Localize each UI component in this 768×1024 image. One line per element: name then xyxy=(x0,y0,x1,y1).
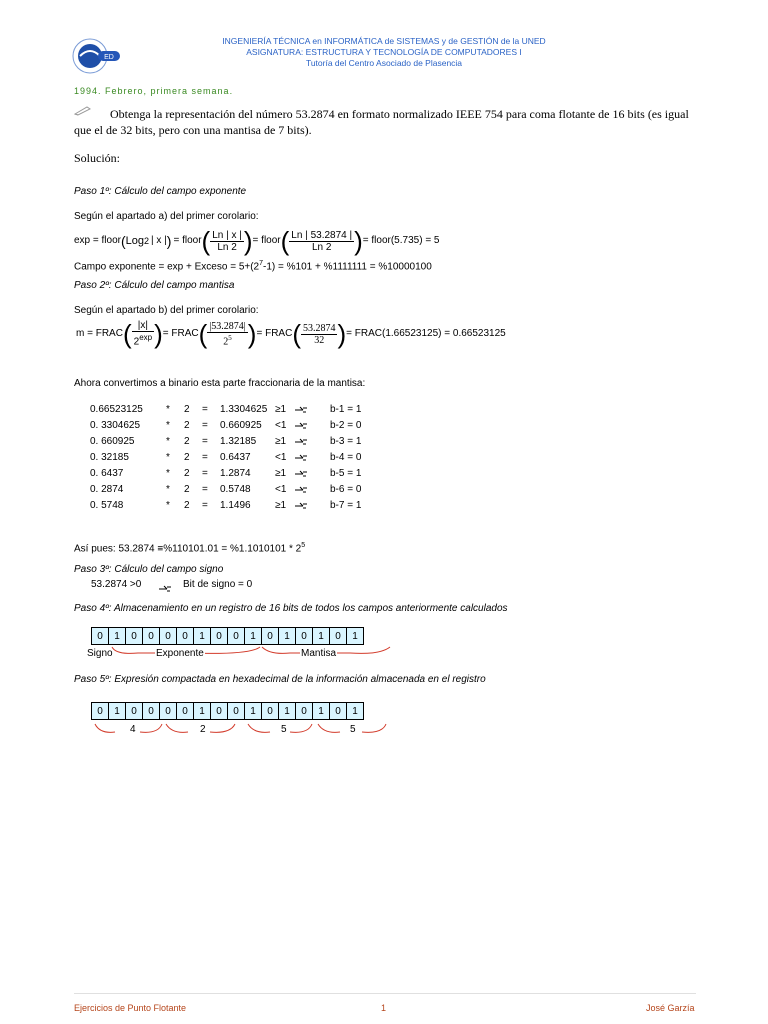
register-bit: 1 xyxy=(313,628,330,645)
register-bit: 0 xyxy=(126,703,143,720)
register-bit: 0 xyxy=(143,628,160,645)
conversion-row xyxy=(90,484,390,500)
pointing-hand-icon xyxy=(294,470,308,481)
conversion-cell-eq: = xyxy=(202,452,208,463)
conversion-cell-m: 2 xyxy=(184,420,190,431)
conversion-cell-cmp: <1 xyxy=(275,452,287,463)
eq-den2: Ln 2 xyxy=(311,241,332,253)
register-16bit-hex xyxy=(91,702,364,720)
pointing-hand-icon xyxy=(294,454,308,465)
pointing-hand-icon xyxy=(294,502,308,513)
conversion-bit: b-5 = 1 xyxy=(330,468,362,479)
conversion-cell-cmp: <1 xyxy=(275,420,287,431)
conversion-cell-op: * xyxy=(166,484,170,495)
svg-text:ED: ED xyxy=(104,54,114,61)
conversion-bit: b-6 = 0 xyxy=(330,484,362,495)
conversion-cell-a: 0. 660925 xyxy=(90,436,135,447)
conversion-cell-m: 2 xyxy=(184,404,190,415)
register-bit: 1 xyxy=(245,628,262,645)
field-braces xyxy=(90,645,395,659)
conversion-cell-a: 0. 3304625 xyxy=(90,420,141,431)
conversion-cell-m: 2 xyxy=(184,436,190,447)
conversion-cell-op: * xyxy=(166,500,170,511)
hex-digit-4: 5 xyxy=(350,724,356,735)
asi-pues xyxy=(74,540,305,555)
header-line-2: ASIGNATURA: ESTRUCTURA Y TECNOLOGÍA DE COMPUTADORES I xyxy=(246,47,522,57)
eq-tail: = floor(5.735) = 5 xyxy=(362,235,440,246)
register-bit: 0 xyxy=(211,628,228,645)
conversion-cell-cmp: ≥1 xyxy=(275,500,287,511)
m-label: m = FRAC xyxy=(76,328,123,339)
conversion-cell-m: 2 xyxy=(184,484,190,495)
conversion-cell-m: 2 xyxy=(184,500,190,511)
register-bit: 1 xyxy=(279,703,296,720)
conversion-row xyxy=(90,452,390,468)
m-num2: |53.2874| xyxy=(209,320,246,332)
eq-eq1: = floor xyxy=(173,235,202,246)
conversion-bit: b-2 = 0 xyxy=(330,420,362,431)
conversion-cell-op: * xyxy=(166,420,170,431)
register-bit: 0 xyxy=(177,628,194,645)
conversion-row xyxy=(90,404,390,420)
paso3-rhs: Bit de signo = 0 xyxy=(183,579,253,590)
m-den1-sup: exp xyxy=(139,333,153,343)
conversion-cell-cmp: ≥1 xyxy=(275,468,287,479)
m-num1: |x| xyxy=(132,320,154,332)
paso5-title: Paso 5º: Expresión compactada en hexadecimal de la información almacenada en el registro xyxy=(74,674,486,685)
m-den1-base: 2 xyxy=(133,336,140,348)
campo-exponente xyxy=(74,258,432,273)
conversion-cell-op: * xyxy=(166,468,170,479)
exp-equation: exp = floor ( Log 2 | x | ) = floor ( $\frac{Ln | x |}{Ln 2}$ ) = floor ( $\frac{Ln | 53.2874 |}{Ln 2}$ ) = floor(5.735) = 5 xyxy=(74,226,440,256)
conversion-row xyxy=(90,436,390,452)
pointing-hand-icon xyxy=(294,406,308,417)
register-bit: 1 xyxy=(194,628,211,645)
paso3-lhs: 53.2874 >0 xyxy=(91,579,142,590)
register-bit: 0 xyxy=(228,703,245,720)
conversion-cell-r: 1.32185 xyxy=(220,436,257,447)
conversion-bit: b-4 = 0 xyxy=(330,452,362,463)
paso1-title: Paso 1º: Cálculo del campo exponente xyxy=(74,186,247,197)
register-bit: 0 xyxy=(296,703,313,720)
label-signo: Signo xyxy=(87,648,113,659)
m-eq3: = FRAC xyxy=(256,328,293,339)
m-tail: = FRAC(1.66523125) = 0.66523125 xyxy=(346,328,506,339)
conversion-cell-r: 1.3304625 xyxy=(220,404,268,415)
conversion-bit: b-7 = 1 xyxy=(330,500,362,511)
paso2-intro: Según el apartado b) del primer corolario: xyxy=(74,305,259,316)
conversion-cell-r: 0.660925 xyxy=(220,420,262,431)
label-exponente: Exponente xyxy=(156,648,204,659)
conversion-row xyxy=(90,468,390,484)
paso4-title: Paso 4º: Almacenamiento en un registro de 16 bits de todos los campos anteriormente calculados xyxy=(74,603,508,614)
register-bit: 1 xyxy=(313,703,330,720)
hex-digit-2: 2 xyxy=(200,724,206,735)
conversion-cell-r: 1.1496 xyxy=(220,500,251,511)
m-den2-base: 2 xyxy=(223,336,229,348)
solution-heading: Solución: xyxy=(74,151,121,165)
paso3-title: Paso 3º: Cálculo del campo signo xyxy=(74,564,224,575)
hex-digit-1: 4 xyxy=(130,724,136,735)
eq-log: Log xyxy=(125,235,145,247)
campo-exponente-a: Campo exponente = exp + Exceso = 5+(2 xyxy=(74,261,260,273)
exam-date: 1994. Febrero, primera semana. xyxy=(74,86,234,96)
eq-den1: Ln 2 xyxy=(217,241,237,253)
conversion-cell-a: 0.66523125 xyxy=(90,404,143,415)
pointing-hand-icon xyxy=(158,580,172,598)
paso2-title: Paso 2º: Cálculo del campo mantisa xyxy=(74,280,235,291)
conversion-cell-a: 0. 32185 xyxy=(90,452,129,463)
register-bit: 0 xyxy=(92,628,109,645)
conversion-cell-eq: = xyxy=(202,436,208,447)
register-bit: 1 xyxy=(245,703,262,720)
conversion-cell-cmp: ≥1 xyxy=(275,404,287,415)
eq-log-arg: | x | xyxy=(151,235,167,246)
conversion-cell-op: * xyxy=(166,404,170,415)
eq-exp-label: exp = floor xyxy=(74,235,121,246)
problem-statement: Obtenga la representación del número 53.2874 en formato normalizado IEEE 754 para coma flotante de 16 bits (es igual que el de 32 bits, pero con una mantisa de 7 bits). xyxy=(74,107,689,137)
conversion-row xyxy=(90,500,390,516)
eq-log-base: 2 xyxy=(144,236,150,246)
register-bit: 0 xyxy=(160,628,177,645)
register-bit: 0 xyxy=(330,703,347,720)
conversion-cell-a: 0. 2874 xyxy=(90,484,124,495)
header-line-3: Tutoría del Centro Asociado de Plasencia xyxy=(305,58,463,68)
register-bit: 1 xyxy=(194,703,211,720)
conversion-cell-eq: = xyxy=(202,500,208,511)
conversion-cell-op: * xyxy=(166,452,170,463)
pointing-hand-icon xyxy=(294,438,308,449)
eq-eq2: = floor xyxy=(252,235,281,246)
pointing-hand-icon xyxy=(294,486,308,497)
mantisa-equation: m = FRAC ( $\frac{|x|}{2^{exp}}$ ) = FRAC ( $\frac{|53.2874|}{2^5}$ ) = FRAC ( $\frac{53.2874}{32}$ ) = FRAC(1.66523125) = 0.66523125 xyxy=(76,319,506,349)
register-bit: 1 xyxy=(347,703,364,720)
register-bit: 0 xyxy=(160,703,177,720)
register-bit: 0 xyxy=(296,628,313,645)
register-bit: 0 xyxy=(143,703,160,720)
conversion-cell-cmp: <1 xyxy=(275,484,287,495)
register-bit: 0 xyxy=(262,703,279,720)
conversion-row xyxy=(90,420,390,436)
register-bit: 0 xyxy=(330,628,347,645)
conversion-cell-op: * xyxy=(166,436,170,447)
eq-num2: Ln | 53.2874 | xyxy=(291,229,353,241)
register-bit: 0 xyxy=(177,703,194,720)
register-bit: 0 xyxy=(262,628,279,645)
conversion-cell-eq: = xyxy=(202,404,208,415)
m-den2-sup: 5 xyxy=(228,333,232,342)
eq-num1: Ln | x | xyxy=(212,229,242,241)
conversion-cell-a: 0. 5748 xyxy=(90,500,124,511)
campo-exponente-b: -1) = %101 + %1111111 = %10000100 xyxy=(263,261,432,273)
conversion-cell-m: 2 xyxy=(184,452,190,463)
m-eq2: = FRAC xyxy=(162,328,199,339)
conversion-cell-a: 0. 6437 xyxy=(90,468,124,479)
hex-digit-3: 5 xyxy=(281,724,287,735)
register-bit: 1 xyxy=(109,628,126,645)
register-bit: 1 xyxy=(347,628,364,645)
m-num3: 53.2874 xyxy=(302,322,336,334)
conversion-bit: b-1 = 1 xyxy=(330,404,362,415)
register-bit: 0 xyxy=(92,703,109,720)
register-bit: 1 xyxy=(109,703,126,720)
register-bit: 1 xyxy=(279,628,296,645)
conversion-cell-r: 0.6437 xyxy=(220,452,251,463)
conversion-cell-r: 0.5748 xyxy=(220,484,251,495)
pointing-hand-icon xyxy=(294,422,308,433)
register-bit: 0 xyxy=(126,628,143,645)
binario-intro: Ahora convertimos a binario esta parte fraccionaria de la mantisa: xyxy=(74,378,366,389)
conversion-cell-m: 2 xyxy=(184,468,190,479)
conversion-cell-eq: = xyxy=(202,420,208,431)
register-bit: 0 xyxy=(211,703,228,720)
asi-pues-text: Así pues: 53.2874 ≡%110101.01 = %1.1010101 * 2 xyxy=(74,543,302,555)
conversion-cell-eq: = xyxy=(202,484,208,495)
campo-exponente-sup: 7 xyxy=(259,260,264,267)
header-line-1: INGENIERÍA TÉCNICA en INFORMÁTICA de SISTEMAS y de GESTIÓN de la UNED xyxy=(222,36,546,46)
register-16bit xyxy=(91,627,364,645)
page-number: 1 xyxy=(381,1003,387,1013)
conversion-cell-r: 1.2874 xyxy=(220,468,251,479)
asi-pues-sup: 5 xyxy=(301,542,306,549)
footer-left: Ejercicios de Punto Flotante xyxy=(74,1003,187,1013)
label-mantisa: Mantisa xyxy=(301,648,337,659)
register-bit: 0 xyxy=(228,628,245,645)
footer-right: José Garzía xyxy=(646,1003,695,1013)
m-den3: 32 xyxy=(314,334,325,346)
footer-rule xyxy=(74,993,696,994)
conversion-table xyxy=(90,404,390,516)
conversion-cell-cmp: ≥1 xyxy=(275,436,287,447)
paso1-intro: Según el apartado a) del primer corolario: xyxy=(74,211,259,222)
conversion-bit: b-3 = 1 xyxy=(330,436,362,447)
conversion-cell-eq: = xyxy=(202,468,208,479)
